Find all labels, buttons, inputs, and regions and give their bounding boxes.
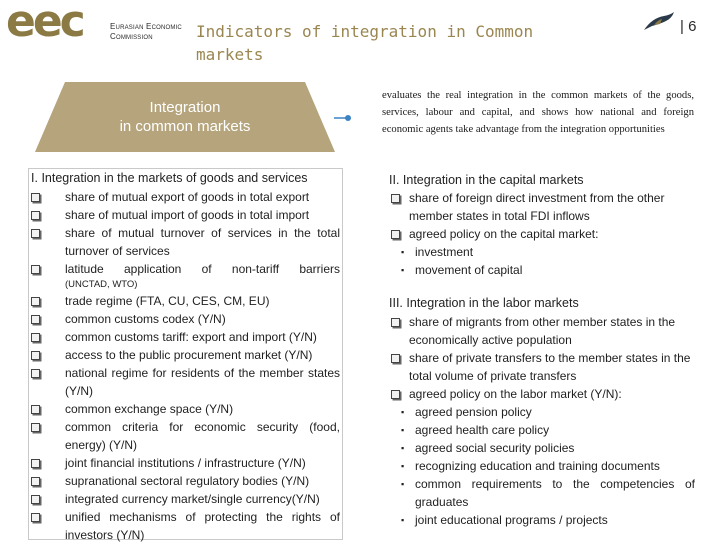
checkbox-bullet-icon — [31, 265, 40, 274]
list-item: share of foreign direct investment from the other member states in total FDI inflows — [383, 189, 695, 225]
sub-list-item: ▪ movement of capital — [401, 263, 523, 277]
sub-list-item: ▪ recognizing education and training documents — [401, 459, 660, 473]
square-bullet-icon: ▪ — [401, 461, 405, 471]
checkbox-bullet-icon — [391, 194, 400, 203]
list-item: share of private transfers to the member states in the total volume of private transfers — [383, 349, 695, 385]
section-title: Integration in the labor markets — [406, 296, 579, 310]
list-item: common customs tariff: export and import (Y/N) — [29, 328, 340, 346]
slide-number: | 6 — [680, 18, 697, 35]
sub-list-item: ▪ agreed social security policies — [401, 441, 575, 455]
list-item: share of mutual turnover of services in the total turnover of services — [29, 224, 340, 260]
section-heading-goods — [31, 170, 308, 187]
list-item: common customs codex (Y/N) — [29, 310, 340, 328]
checkbox-bullet-icon — [31, 369, 40, 378]
org-name-line1: Eurasian Economic — [110, 22, 182, 31]
checkbox-bullet-icon — [31, 423, 40, 432]
checkbox-bullet-icon — [31, 297, 40, 306]
checkbox-bullet-icon — [391, 390, 400, 399]
list-item: share of migrants from other member states in the economically active population — [383, 313, 695, 349]
bird-icon — [642, 10, 676, 34]
checkbox-bullet-icon — [31, 211, 40, 220]
checkbox-bullet-icon — [391, 354, 400, 363]
list-item: access to the public procurement market (Y/N) — [29, 346, 340, 364]
list-item: share of mutual import of goods in total import — [29, 206, 340, 224]
square-bullet-icon: ▪ — [401, 425, 405, 435]
eec-logo: eec — [6, 0, 83, 47]
checkbox-bullet-icon — [31, 459, 40, 468]
checkbox-bullet-icon — [31, 351, 40, 360]
capital-list — [383, 189, 695, 279]
list-item: latitude application of non-tariff barriers — [29, 260, 340, 278]
sub-list-item: ▪ joint educational programs / projects — [401, 513, 608, 527]
intro-text: evaluates the real integration in the common markets of the goods, services, labour and capital, and shows how national and foreign economic agents take advantage from the integration opportunities — [382, 90, 694, 135]
list-item: trade regime (FTA, CU, CES, CM, EU) — [29, 292, 340, 310]
section-number: I. — [31, 171, 38, 185]
capital-labor-panel — [383, 168, 705, 540]
section-number: II. — [389, 173, 400, 187]
list-note: (UNCTAD, WTO) — [65, 279, 138, 290]
list-item: supranational sectoral regulatory bodies (Y/N) — [29, 472, 340, 490]
banner-line1: Integration — [149, 99, 221, 116]
sub-list-item: ▪ investment — [401, 245, 474, 259]
list-item: agreed policy on the capital market: — [383, 225, 695, 243]
checkbox-bullet-icon — [31, 315, 40, 324]
checkbox-bullet-icon — [31, 405, 40, 414]
section-title: Integration in the capital markets — [402, 173, 584, 187]
checkbox-bullet-icon — [391, 318, 400, 327]
square-bullet-icon: ▪ — [401, 515, 405, 525]
list-item: national regime for residents of the member states (Y/N) — [29, 364, 340, 400]
org-name-line2: Commission — [110, 32, 153, 41]
checkbox-bullet-icon — [31, 513, 40, 522]
checkbox-bullet-icon — [31, 477, 40, 486]
checkbox-bullet-icon — [31, 229, 40, 238]
list-item: unified mechanisms of protecting the rights of investors (Y/N) — [29, 508, 340, 544]
connector-icon — [334, 113, 352, 123]
checkbox-bullet-icon — [31, 333, 40, 342]
sub-list-item: ▪ agreed health care policy — [401, 423, 550, 437]
list-item: common exchange space (Y/N) — [29, 400, 340, 418]
square-bullet-icon: ▪ — [401, 247, 405, 257]
square-bullet-icon: ▪ — [401, 479, 405, 489]
list-item: common criteria for economic security (food, energy) (Y/N) — [29, 418, 340, 454]
section-title: Integration in the markets of goods and services — [41, 171, 308, 185]
sub-list-item: ▪ common requirements to the competencies of graduates — [401, 477, 695, 509]
section-heading-capital — [389, 172, 584, 189]
sub-list-item: ▪ agreed pension policy — [401, 405, 532, 419]
banner-label — [35, 98, 335, 136]
section-heading-labor — [389, 295, 579, 312]
goods-services-panel — [28, 168, 343, 540]
org-name — [110, 22, 182, 42]
square-bullet-icon: ▪ — [401, 265, 405, 275]
list-item: share of mutual export of goods in total export — [29, 188, 340, 206]
checkbox-bullet-icon — [31, 495, 40, 504]
list-item: agreed policy on the labor market (Y/N): — [383, 385, 695, 403]
list-item: joint financial institutions / infrastructure (Y/N) — [29, 454, 340, 472]
section-number: III. — [389, 296, 403, 310]
banner-line2: in common markets — [119, 118, 251, 135]
labor-list — [383, 313, 695, 529]
list-item: integrated currency market/single currency(Y/N) — [29, 490, 340, 508]
square-bullet-icon: ▪ — [401, 443, 405, 453]
square-bullet-icon: ▪ — [401, 407, 405, 417]
checkbox-bullet-icon — [391, 230, 400, 239]
page-title: Indicators of integration in Common markets — [196, 22, 534, 64]
goods-list — [29, 188, 340, 544]
checkbox-bullet-icon — [31, 193, 40, 202]
